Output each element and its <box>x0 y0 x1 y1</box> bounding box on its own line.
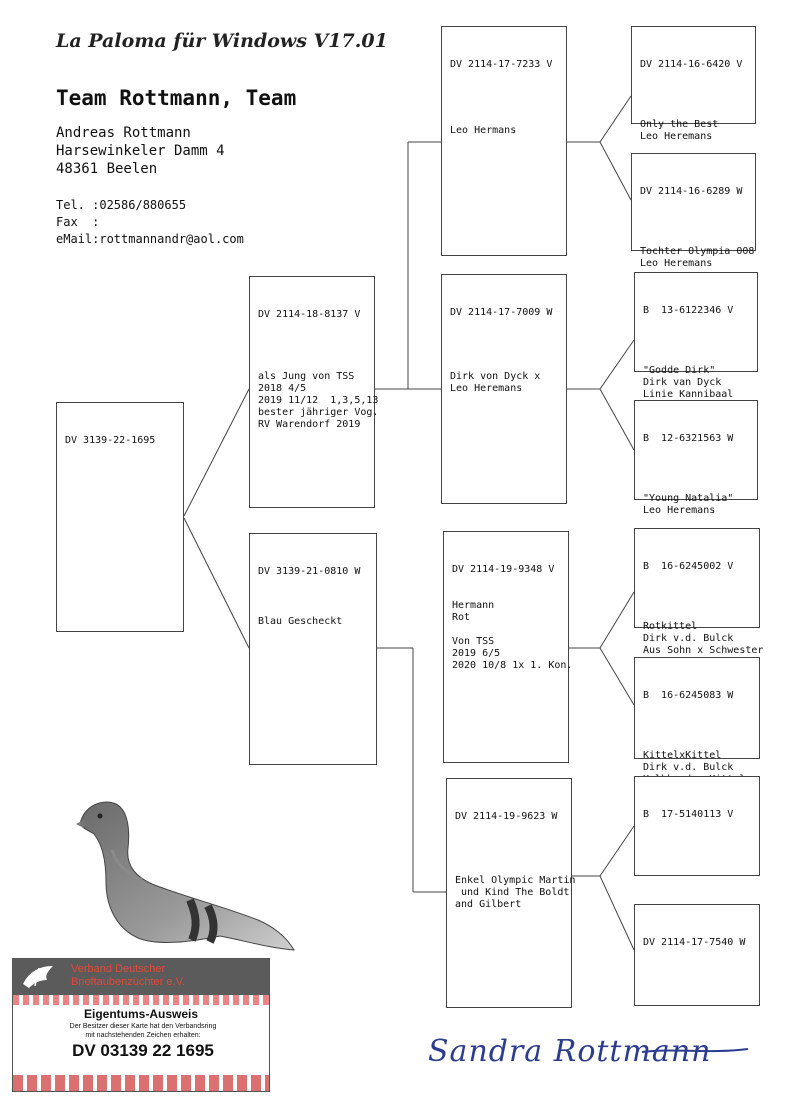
pigeon-notes: "Young Natalia" Leo Heremans <box>643 493 734 516</box>
card-header <box>13 959 269 995</box>
pedigree-box-fmf <box>634 272 758 400</box>
pedigree-box-mother-father <box>443 531 573 763</box>
pedigree-box-subject <box>56 402 184 632</box>
pedigree-box-fff <box>631 26 756 142</box>
ring-number: B 16-6245083 W <box>643 690 734 701</box>
pigeon-notes: Hermann Rot Von TSS 2019 6/5 2020 10/8 1x 1. Kon. <box>452 600 573 671</box>
pigeon-notes: Tochter Olympia 008 Leo Heremans <box>640 246 755 269</box>
connector-line <box>600 592 634 648</box>
pedigree-box-father <box>249 276 379 508</box>
pedigree-box-father-mother <box>441 274 567 504</box>
address-line: 48361 Beelen <box>56 161 158 177</box>
address-line: Andreas Rottmann <box>56 125 191 141</box>
pedigree-box-mmm <box>634 904 760 1006</box>
pigeon-notes: Dirk von Dyck x Leo Heremans <box>450 371 541 394</box>
pedigree-box-ffm <box>631 153 756 269</box>
pigeon-notes: Enkel Olympic Martin und Kind The Boldt and Gilbert <box>455 875 576 910</box>
ring-number: B 16-6245002 V <box>643 561 734 572</box>
pedigree-box-mff <box>634 528 764 656</box>
fax: Fax : <box>56 215 100 229</box>
pedigree-box-fmm <box>634 400 758 516</box>
ownership-card <box>12 958 270 1092</box>
ring-number: B 17-5140113 V <box>643 809 734 820</box>
email: eMail:rottmannandr@aol.com <box>56 232 244 246</box>
card-text: Der Besitzer dieser Karte hat den Verbandsring mit nachstehenden Zeichen erhalten: <box>69 1023 217 1039</box>
card-pattern-strip <box>13 1075 269 1091</box>
connector-line <box>184 389 249 516</box>
ring-number: B 12-6321563 W <box>643 433 734 444</box>
signature: Sandra Rottmann <box>428 1034 712 1069</box>
dove-logo-icon <box>19 962 59 992</box>
pigeon-notes: Only the Best Leo Heremans <box>640 119 719 142</box>
ring-number: DV 2114-18-8137 V <box>258 309 361 320</box>
pigeon-notes: Blau Gescheckt <box>258 616 343 627</box>
pedigree-box-father-father <box>441 26 567 256</box>
signature-stroke <box>640 1044 750 1058</box>
card-organisation: Verband Deutscher Brieftaubenzüchter e.V. <box>71 963 185 988</box>
ring-number: DV 2114-16-6289 W <box>640 186 743 197</box>
connector-line <box>600 142 631 200</box>
pigeon-illustration <box>72 790 302 956</box>
address-line: Harsewinkeler Damm 4 <box>56 143 225 159</box>
pedigree-box-mother-mother <box>446 778 576 1008</box>
pigeon-notes: als Jung von TSS 2018 4/5 2019 11/12 1,3,5,13 bester jähriger Vog. RV Warendorf 2019 <box>258 371 379 430</box>
card-ring-number: DV 03139 22 1695 <box>72 1041 214 1060</box>
ring-number: DV 3139-21-0810 W <box>258 566 361 577</box>
pedigree-box-mmf <box>634 776 760 876</box>
pigeon-notes: "Godde Dirk" Dirk van Dyck Linie Kannibaal <box>643 365 734 400</box>
ring-number: DV 2114-17-7233 V <box>450 59 553 70</box>
pigeon-notes: Leo Hermans <box>450 125 517 136</box>
connector-line <box>600 340 634 389</box>
owner-name: Team Rottmann, Team <box>56 86 297 110</box>
card-title: Eigentums-Ausweis <box>83 1007 199 1021</box>
connector-line <box>600 648 634 705</box>
ring-number: B 13-6122346 V <box>643 305 734 316</box>
pigeon-notes: Rotkittel Dirk v.d. Bulck Aus Sohn x Schwester <box>643 621 764 656</box>
connector-line <box>600 876 634 950</box>
telephone: Tel. :02586/880655 <box>56 198 187 212</box>
connector-line <box>600 389 634 450</box>
connector-line <box>600 96 631 142</box>
card-pattern-strip <box>13 995 269 1005</box>
connector-line <box>184 518 249 648</box>
ring-number: DV 2114-16-6420 V <box>640 59 743 70</box>
pedigree-box-mfm <box>634 657 760 773</box>
ring-number: DV 2114-17-7009 W <box>450 307 553 318</box>
pigeon-notes: KittelxKittel Dirk v.d. Bulck <box>643 750 734 773</box>
ring-number: DV 2114-19-9348 V <box>452 564 555 575</box>
ring-number: DV 2114-17-7540 W <box>643 937 746 948</box>
ring-number: DV 2114-19-9623 W <box>455 811 558 822</box>
app-title: La Paloma für Windows V17.01 <box>56 30 388 52</box>
connector-line <box>600 826 634 876</box>
pedigree-box-mother <box>249 533 377 765</box>
ring-number: DV 3139-22-1695 <box>65 435 156 446</box>
